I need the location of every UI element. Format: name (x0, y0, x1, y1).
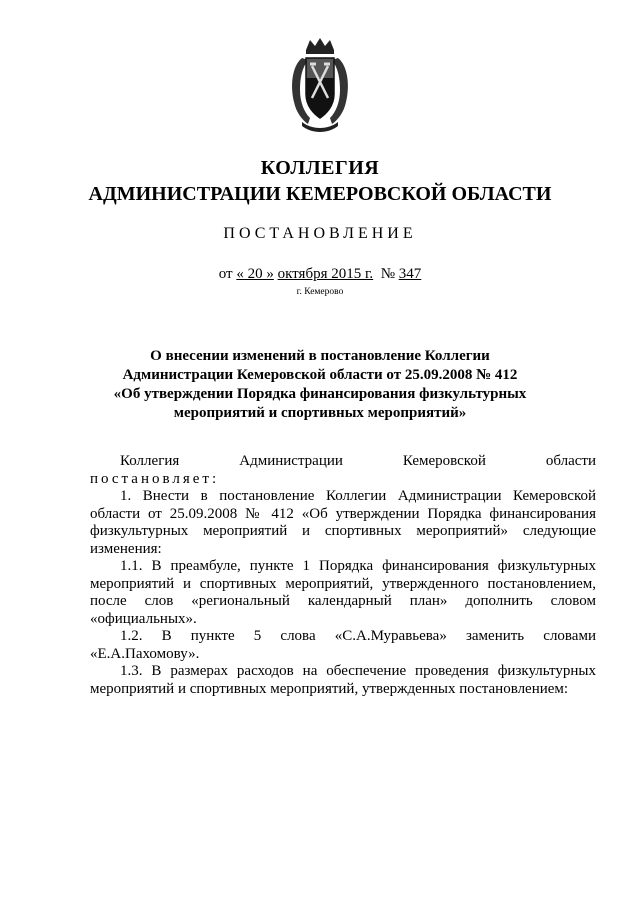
org-title-line1: КОЛЛЕГИЯ (260, 157, 380, 179)
intro-line (90, 453, 596, 471)
paragraph-1-3: 1.3. В размерах расходов на обеспечение проведения физкультурных мероприятий и спортивных мероприятий, утвержденных постановлением: (90, 663, 596, 697)
paragraph-1: 1. Внести в постановление Коллегии Администрации Кемеровской области от 25.09.2008 № 412 «Об утверждении Порядка финансирования физкультурных мероприятий и спортивных мероприятий» следующие изменения: (90, 488, 596, 557)
date-number-line (0, 266, 640, 283)
date-day: « 20 » (236, 266, 274, 282)
intro-word: Кемеровской (402, 453, 486, 469)
number-sign: № (380, 266, 395, 282)
date-month-year: октября 2015 г. (277, 266, 374, 282)
coat-of-arms-emblem (288, 36, 352, 136)
document-body (90, 453, 596, 698)
paragraph-1-1: 1.1. В преамбуле, пункте 1 Порядка финансирования физкультурных мероприятий и спортивных мероприятий, утвержденного постановлением, после слов «региональный календарный план» дополнить словом «официальных». (90, 558, 596, 627)
intro-word: Коллегия (120, 453, 180, 469)
document-type: ПОСТАНОВЛЕНИЕ (223, 225, 417, 242)
date-prefix: от (218, 266, 233, 282)
document-number: 347 (398, 266, 422, 282)
city-label: г. Кемерово (296, 287, 344, 297)
document-subject: О внесении изменений в постановление Коллегии Администрации Кемеровской области от 25.09.2008 № 412 «Об утверждении Порядка финансирования физкультурных мероприятий и спортивных мероприятий» (113, 348, 527, 421)
intro-word: Администрации (239, 453, 343, 469)
org-title-line2: АДМИНИСТРАЦИИ КЕМЕРОВСКОЙ ОБЛАСТИ (88, 183, 552, 205)
intro-word: области (545, 453, 596, 469)
resolves-line: постановляет: (90, 470, 220, 487)
paragraph-1-2: 1.2. В пункте 5 слова «С.А.Муравьева» заменить словами «Е.А.Пахомову». (90, 628, 596, 662)
